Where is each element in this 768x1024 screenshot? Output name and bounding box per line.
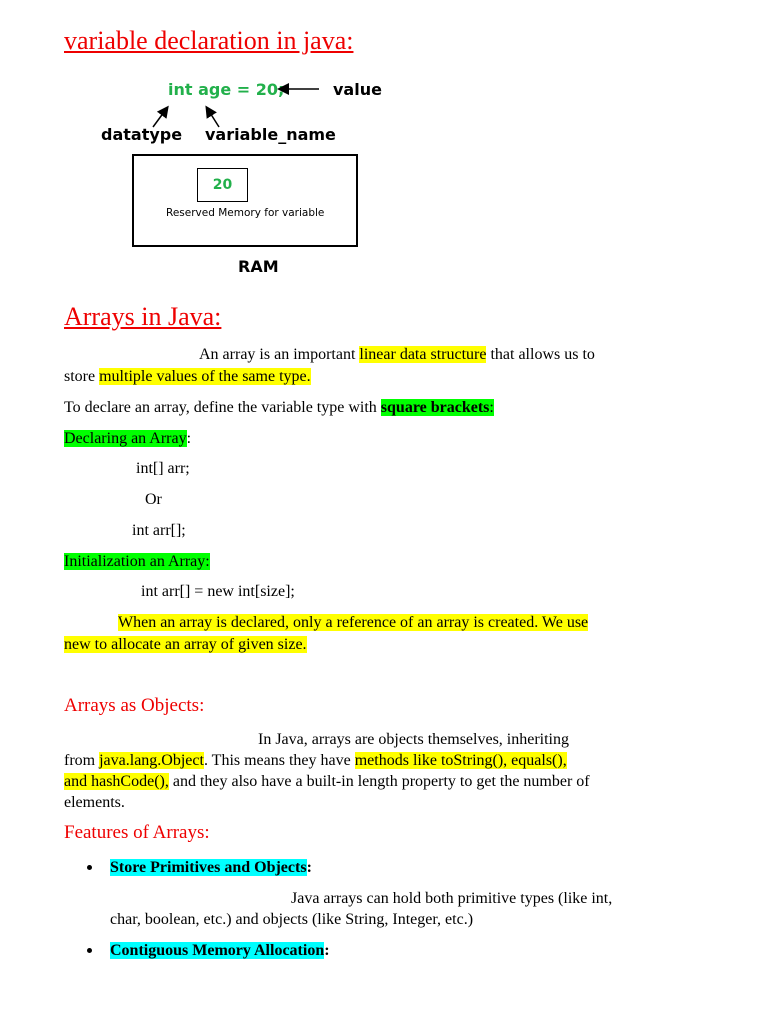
- heading-features-of-arrays: Features of Arrays:: [64, 822, 210, 843]
- highlight-contiguous-memory: Contiguous Memory Allocation: [110, 942, 325, 959]
- variable-declaration-diagram: [0, 0, 768, 290]
- objects-line3: [64, 771, 590, 792]
- declaring-array-colon: :: [186, 430, 192, 447]
- code-initialization: int arr[] = new int[size];: [141, 583, 295, 600]
- heading-variable-declaration: variable declaration in java:: [64, 26, 354, 55]
- highlight-square-brackets: square brackets: [380, 399, 490, 416]
- bullet-icon: [87, 865, 92, 870]
- highlight-hashcode: and hashCode(),: [64, 773, 169, 790]
- declare-intro: [64, 397, 494, 418]
- objects-line1: In Java, arrays are objects themselves, inheriting: [258, 731, 569, 748]
- highlight-multiple-values: multiple values of the same type.: [99, 368, 311, 385]
- highlight-methods: methods like toString(), equals(),: [354, 752, 567, 769]
- objects-line4: elements.: [64, 794, 125, 811]
- highlight-java-lang-object: java.lang.Object: [99, 752, 204, 769]
- highlight-store-primitives: Store Primitives and Objects: [110, 859, 307, 876]
- highlight-declaring-array: Declaring an Array: [64, 430, 187, 447]
- objects-line2-prefix: from: [64, 752, 100, 769]
- bullet-icon: [87, 948, 92, 953]
- declare-intro-colon: :: [489, 399, 494, 416]
- diagram-value-label: value: [333, 80, 382, 99]
- reserved-memory-label: Reserved Memory for variable: [166, 207, 325, 219]
- feature-item-2-title: [110, 940, 330, 961]
- ram-label: RAM: [238, 257, 279, 276]
- arrays-intro-text: An array is an important: [199, 346, 360, 363]
- highlight-reference-note-2: new to allocate an array of given size.: [64, 636, 307, 653]
- arrays-intro-line1: [199, 344, 595, 365]
- code-or: Or: [145, 491, 162, 508]
- feature-1-colon: :: [306, 859, 312, 876]
- initialization-label: [64, 551, 210, 572]
- feature-1-desc-line1: Java arrays can hold both primitive types (like int,: [291, 890, 613, 907]
- diagram-arrows: [0, 0, 400, 160]
- arrays-intro-text-suffix: that allows us to: [486, 346, 595, 363]
- reference-note-line1: [118, 612, 588, 633]
- diagram-code-line: int age = 20;: [168, 80, 285, 99]
- code-declare-1: int[] arr;: [136, 460, 190, 477]
- feature-2-colon: :: [324, 942, 330, 959]
- objects-line2: [64, 750, 567, 771]
- memory-cell: 20: [197, 168, 248, 202]
- diagram-variable-name-label: variable_name: [205, 125, 336, 144]
- diagram-datatype-label: datatype: [101, 125, 183, 144]
- code-declare-2: int arr[];: [132, 522, 186, 539]
- objects-line3-suffix: and they also have a built-in length property to get the number of: [168, 773, 590, 790]
- objects-line2-middle: . This means they have: [203, 752, 355, 769]
- declaring-array-label: [64, 428, 191, 449]
- highlight-initialization: Initialization an Array:: [64, 553, 210, 570]
- arrow-to-datatype: [153, 108, 167, 127]
- reference-note-line2: [64, 634, 307, 655]
- heading-arrays-as-objects: Arrays as Objects:: [64, 695, 205, 716]
- highlight-linear-data-structure: linear data structure: [359, 346, 487, 363]
- feature-item-1-title: [110, 857, 312, 878]
- heading-arrays-in-java: Arrays in Java:: [64, 302, 222, 331]
- arrays-intro-line2: [64, 366, 311, 387]
- arrow-to-variable-name: [207, 108, 219, 127]
- declare-intro-text: To declare an array, define the variable type with: [64, 399, 381, 416]
- highlight-reference-note-1: When an array is declared, only a reference of an array is created. We use: [118, 614, 589, 631]
- arrays-intro-line2-prefix: store: [64, 368, 100, 385]
- feature-1-desc-line2: char, boolean, etc.) and objects (like String, Integer, etc.): [110, 911, 474, 928]
